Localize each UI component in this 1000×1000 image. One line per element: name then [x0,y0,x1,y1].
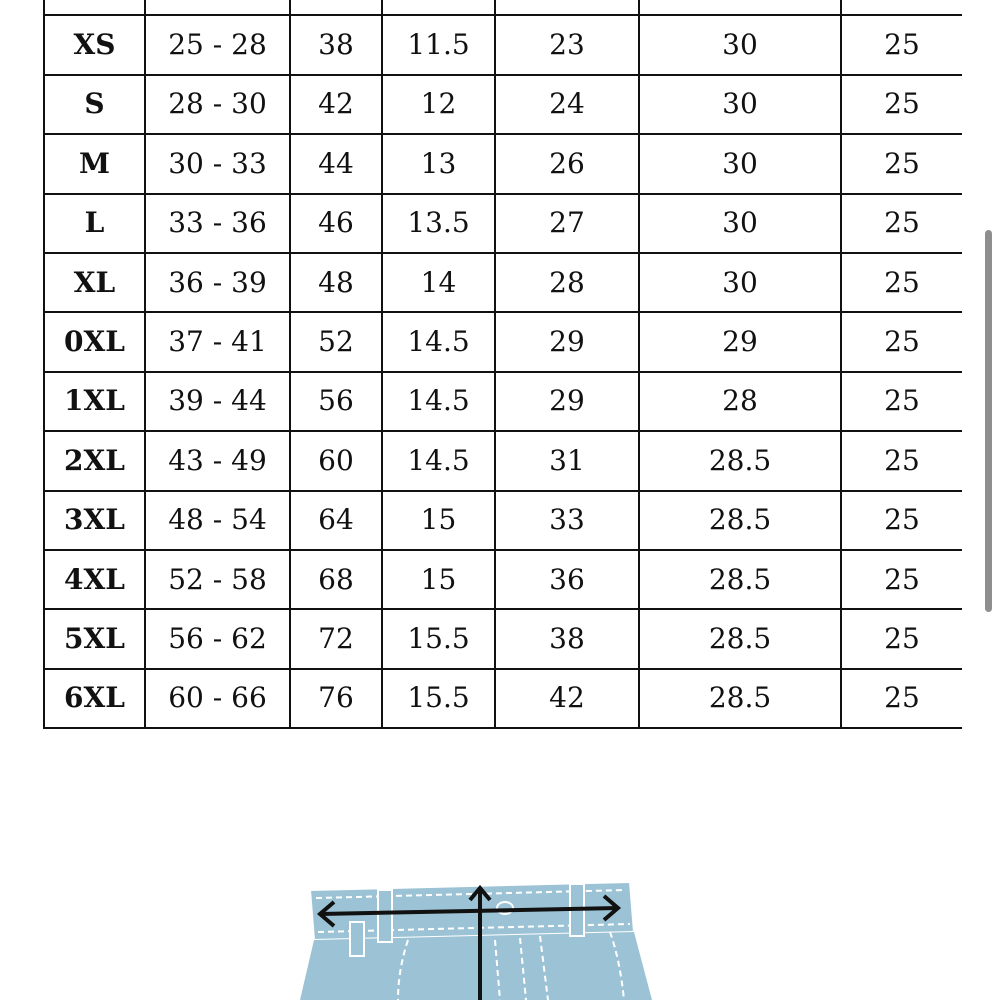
header-cell [841,0,962,15]
measurement-cell: 15 [382,550,495,609]
measurement-cell: 28.5 [639,669,841,728]
size-label-cell: 4XL [44,550,145,609]
measurement-cell: 36 [495,550,639,609]
measurement-cell: 36 - 39 [145,253,290,312]
measurement-cell: 24 [495,75,639,134]
measurement-cell: 48 [290,253,382,312]
table-row [44,253,962,312]
measurement-cell: 14 [382,253,495,312]
measurement-cell: 28 [639,372,841,431]
measurement-cell: 15.5 [382,669,495,728]
measurement-cell: 28.5 [639,609,841,668]
measurement-cell: 11.5 [382,15,495,74]
measurement-cell: 25 [841,15,962,74]
size-label-cell: 2XL [44,431,145,490]
measurement-cell: 13 [382,134,495,193]
table-row [44,312,962,371]
measurement-cell: 28.5 [639,491,841,550]
size-label-cell: 3XL [44,491,145,550]
measurement-cell: 56 - 62 [145,609,290,668]
header-cell [382,0,495,15]
measurement-cell: 30 [639,15,841,74]
measurement-cell: 30 [639,75,841,134]
size-label-cell: 5XL [44,609,145,668]
table-row [44,15,962,74]
header-cell [44,0,145,15]
measurement-cell: 25 [841,372,962,431]
measurement-cell: 25 [841,550,962,609]
measurement-cell: 60 [290,431,382,490]
measurement-cell: 28.5 [639,431,841,490]
measurement-cell: 43 - 49 [145,431,290,490]
table-row [44,431,962,490]
measurement-cell: 29 [495,312,639,371]
measurement-cell: 25 [841,194,962,253]
measurement-cell: 26 [495,134,639,193]
measurement-cell: 37 - 41 [145,312,290,371]
size-label-cell: 6XL [44,669,145,728]
jeans-measurement-diagram [290,860,660,1000]
measurement-cell: 14.5 [382,372,495,431]
measurement-cell: 52 - 58 [145,550,290,609]
table-row [44,491,962,550]
scrollbar-thumb[interactable] [985,230,992,612]
table-row [44,372,962,431]
table-row [44,134,962,193]
measurement-cell: 39 - 44 [145,372,290,431]
size-label-cell: L [44,194,145,253]
table-row [44,550,962,609]
measurement-cell: 25 [841,609,962,668]
measurement-cell: 38 [495,609,639,668]
measurement-cell: 44 [290,134,382,193]
measurement-cell: 33 [495,491,639,550]
size-chart-table [43,0,962,729]
measurement-cell: 30 [639,194,841,253]
belt-loop [378,890,392,942]
size-label-cell: S [44,75,145,134]
measurement-cell: 28 - 30 [145,75,290,134]
table-row [44,75,962,134]
measurement-cell: 29 [639,312,841,371]
measurement-cell: 48 - 54 [145,491,290,550]
measurement-cell: 42 [495,669,639,728]
measurement-cell: 68 [290,550,382,609]
table-row [44,194,962,253]
measurement-cell: 15 [382,491,495,550]
measurement-cell: 76 [290,669,382,728]
measurement-cell: 56 [290,372,382,431]
measurement-cell: 25 - 28 [145,15,290,74]
measurement-cell: 72 [290,609,382,668]
measurement-cell: 52 [290,312,382,371]
size-label-cell: M [44,134,145,193]
measurement-cell: 27 [495,194,639,253]
measurement-cell: 28.5 [639,550,841,609]
measurement-cell: 42 [290,75,382,134]
measurement-cell: 14.5 [382,312,495,371]
measurement-cell: 28 [495,253,639,312]
table-header-row [44,0,962,15]
header-cell [145,0,290,15]
measurement-cell: 60 - 66 [145,669,290,728]
size-label-cell: 1XL [44,372,145,431]
size-label-cell: XL [44,253,145,312]
measurement-cell: 31 [495,431,639,490]
header-cell [495,0,639,15]
belt-loop [350,922,364,956]
measurement-cell: 64 [290,491,382,550]
measurement-cell: 25 [841,312,962,371]
measurement-cell: 30 [639,253,841,312]
measurement-cell: 12 [382,75,495,134]
measurement-cell: 30 [639,134,841,193]
header-cell [290,0,382,15]
size-label-cell: XS [44,15,145,74]
header-cell [639,0,841,15]
measurement-cell: 15.5 [382,609,495,668]
measurement-cell: 25 [841,669,962,728]
measurement-cell: 46 [290,194,382,253]
measurement-cell: 30 - 33 [145,134,290,193]
measurement-cell: 25 [841,253,962,312]
measurement-cell: 14.5 [382,431,495,490]
measurement-cell: 25 [841,491,962,550]
table-row [44,669,962,728]
measurement-cell: 25 [841,75,962,134]
measurement-cell: 13.5 [382,194,495,253]
measurement-cell: 25 [841,134,962,193]
measurement-cell: 25 [841,431,962,490]
measurement-cell: 23 [495,15,639,74]
measurement-cell: 38 [290,15,382,74]
measurement-cell: 33 - 36 [145,194,290,253]
table-row [44,609,962,668]
measurement-cell: 29 [495,372,639,431]
size-label-cell: 0XL [44,312,145,371]
